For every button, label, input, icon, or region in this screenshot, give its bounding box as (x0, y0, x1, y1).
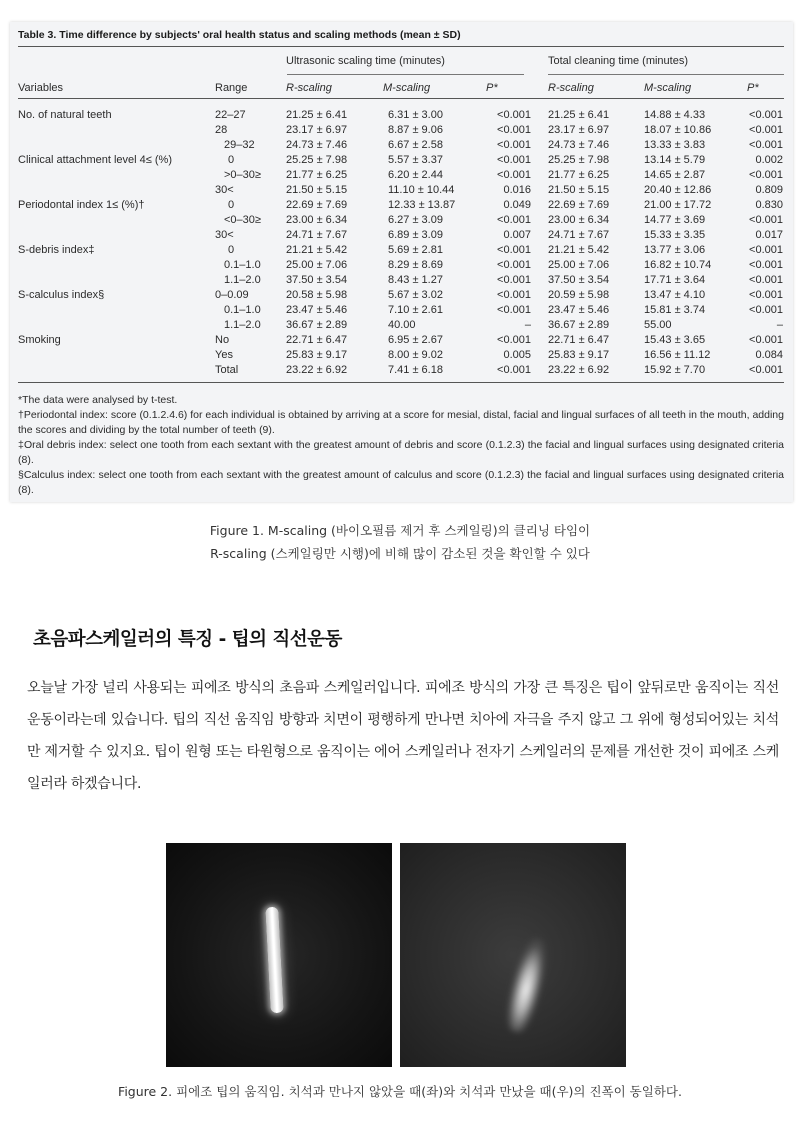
cell-r-scaling: 21.25 ± 6.41 (286, 109, 348, 121)
body-paragraph: 오늘날 가장 널리 사용되는 피에조 방식의 초음파 스케일러입니다. 피에조 방식의 가장 큰 특징은 팁이 앞뒤로만 움직이는 직선운동이라는데 있습니다. 팁의 직선 움직임 방향과 치면이 평행하게 만나면 치아에 자극을 주지 않고 그 위에 형성되어있는 치석만 제거할 수 있지요. 팁이 원형 또는 타원형으로 움직이는 에어 스케일러나 전자기 스케일러의 문제를 개선한 것이 피에조 스케일러라 하겠습니다. (27, 680, 779, 792)
cell-p-total: <0.001 (749, 304, 783, 316)
cell-m-scaling: 6.27 ± 3.09 (388, 214, 443, 226)
cell-m-scaling: 6.89 ± 3.09 (388, 229, 443, 241)
cell-p: <0.001 (497, 304, 531, 316)
cell-r-scaling-total: 37.50 ± 3.54 (548, 274, 610, 286)
footnote: *The data were analysed by t-test. (18, 394, 178, 406)
cell-r-scaling-total: 25.83 ± 9.17 (548, 349, 610, 361)
cell-m-scaling-total: 20.40 ± 12.86 (644, 184, 712, 196)
cell-p: <0.001 (497, 109, 531, 121)
col-header-variables: Variables (18, 82, 64, 94)
cell-p: <0.001 (497, 334, 531, 346)
cell-m-scaling: 7.41 ± 6.18 (388, 364, 443, 376)
cell-r-scaling-total: 21.50 ± 5.15 (548, 184, 610, 196)
col-header-m-scaling-total: M-scaling (644, 82, 692, 94)
cell-r-scaling: 25.83 ± 9.17 (286, 349, 348, 361)
cell-m-scaling: 6.95 ± 2.67 (388, 334, 443, 346)
figure1-caption-line: Figure 1. M-scaling (바이오필름 제거 후 스케일링)의 클리닝 타임이 (209, 523, 591, 538)
cell-m-scaling-total: 17.71 ± 3.64 (644, 274, 706, 286)
cell-range: <0–30≥ (224, 214, 261, 226)
cell-r-scaling-total: 21.25 ± 6.41 (548, 109, 610, 121)
cell-r-scaling: 21.21 ± 5.42 (286, 244, 348, 256)
cell-p-total: 0.017 (755, 229, 783, 241)
cell-m-scaling: 6.20 ± 2.44 (388, 169, 443, 181)
cell-p: <0.001 (497, 139, 531, 151)
table-panel (10, 22, 793, 502)
tip-image-contact (400, 843, 626, 1067)
cell-p: <0.001 (497, 124, 531, 136)
cell-range: 1.1–2.0 (224, 274, 261, 286)
cell-m-scaling: 5.67 ± 3.02 (388, 289, 443, 301)
group-header-total: Total cleaning time (minutes) (548, 55, 689, 67)
footnote: †Periodontal index: score (0.1.2.4.6) for each individual is obtained by arriving at a score for mesial, distal, facial and lingual surfaces of all teeth in the mouth, adding the scores and dividing by the total number of teeth (9). (18, 409, 784, 436)
cell-r-scaling: 37.50 ± 3.54 (286, 274, 348, 286)
cell-m-scaling-total: 15.92 ± 7.70 (644, 364, 706, 376)
cell-m-scaling-total: 15.81 ± 3.74 (644, 304, 706, 316)
cell-variable: S-calculus index§ (18, 289, 105, 301)
cell-variable: Clinical attachment level 4≤ (%) (18, 154, 172, 166)
col-header-r-scaling-total: R-scaling (548, 82, 594, 94)
cell-range: No (215, 334, 230, 346)
cell-p: <0.001 (497, 214, 531, 226)
tip-glow-sharp (265, 907, 284, 1014)
cell-m-scaling-total: 16.82 ± 10.74 (644, 259, 712, 271)
group-header-ultrasonic: Ultrasonic scaling time (minutes) (286, 55, 445, 67)
cell-r-scaling: 21.77 ± 6.25 (286, 169, 348, 181)
cell-r-scaling-total: 21.21 ± 5.42 (548, 244, 610, 256)
cell-p: – (524, 319, 531, 331)
tip-image-free (166, 843, 392, 1067)
cell-p: 0.007 (503, 229, 531, 241)
cell-r-scaling-total: 23.47 ± 5.46 (548, 304, 610, 316)
cell-p: <0.001 (497, 244, 531, 256)
cell-p: <0.001 (497, 169, 531, 181)
table-title: Table 3. Time difference by subjects' oral health status and scaling methods (mean ± SD) (18, 29, 461, 41)
cell-p-total: <0.001 (749, 244, 783, 256)
cell-m-scaling: 6.31 ± 3.00 (388, 109, 443, 121)
col-header-range: Range (215, 82, 248, 94)
cell-p-total: 0.830 (755, 199, 783, 211)
cell-m-scaling-total: 55.00 (644, 319, 672, 331)
cell-p-total: <0.001 (749, 364, 783, 376)
cell-p: 0.049 (503, 199, 531, 211)
footnote: ‡Oral debris index: select one tooth from each sextant with the greatest amount of debris and score (0.1.2.3) the facial and lingual surfaces using designated criteria (8). (18, 439, 784, 466)
cell-m-scaling: 7.10 ± 2.61 (388, 304, 443, 316)
cell-range: 0 (228, 199, 235, 211)
cell-variable: S-debris index‡ (18, 244, 95, 256)
cell-p-total: 0.002 (755, 154, 783, 166)
cell-m-scaling: 8.43 ± 1.27 (388, 274, 443, 286)
cell-m-scaling-total: 14.77 ± 3.69 (644, 214, 706, 226)
cell-m-scaling: 8.00 ± 9.02 (388, 349, 443, 361)
cell-r-scaling: 22.69 ± 7.69 (286, 199, 348, 211)
data-table (10, 22, 793, 402)
cell-r-scaling: 20.58 ± 5.98 (286, 289, 348, 301)
cell-r-scaling-total: 21.77 ± 6.25 (548, 169, 610, 181)
figure2-caption: Figure 2. 피에조 팁의 움직임. 치석과 만나지 않았을 때(좌)와 치석과 만났을 때(우)의 진폭이 동일하다. (118, 1084, 682, 1099)
col-header-p-total: P* (747, 82, 759, 94)
cell-m-scaling: 11.10 ± 10.44 (388, 184, 455, 196)
cell-p-total: <0.001 (749, 109, 783, 121)
cell-m-scaling-total: 14.65 ± 2.87 (644, 169, 706, 181)
cell-m-scaling-total: 18.07 ± 10.86 (644, 124, 712, 136)
figure1-caption (0, 519, 800, 565)
cell-p: 0.016 (503, 184, 531, 196)
cell-range: 0.1–1.0 (224, 259, 261, 271)
cell-p: <0.001 (497, 364, 531, 376)
cell-p: <0.001 (497, 289, 531, 301)
cell-r-scaling: 24.71 ± 7.67 (286, 229, 348, 241)
cell-range: Yes (215, 349, 233, 361)
cell-r-scaling-total: 25.00 ± 7.06 (548, 259, 610, 271)
cell-r-scaling-total: 23.17 ± 6.97 (548, 124, 610, 136)
cell-m-scaling-total: 16.56 ± 11.12 (644, 349, 711, 361)
cell-m-scaling-total: 13.47 ± 4.10 (644, 289, 706, 301)
cell-r-scaling-total: 23.22 ± 6.92 (548, 364, 610, 376)
cell-p-total: <0.001 (749, 139, 783, 151)
section-title: 초음파스케일러의 특징 - 팁의 직선운동 (33, 629, 342, 650)
cell-p: <0.001 (497, 154, 531, 166)
cell-variable: Periodontal index 1≤ (%)† (18, 199, 145, 211)
figure1-caption-line: R-scaling (스케일링만 시행)에 비해 많이 감소된 것을 확인할 수 있다 (210, 546, 590, 561)
cell-variable: No. of natural teeth (18, 109, 112, 121)
cell-r-scaling: 23.17 ± 6.97 (286, 124, 348, 136)
cell-r-scaling-total: 24.71 ± 7.67 (548, 229, 610, 241)
cell-range: 0 (228, 244, 235, 256)
cell-p: <0.001 (497, 274, 531, 286)
tip-glow-blurred (501, 935, 553, 1035)
cell-range: 22–27 (215, 109, 246, 121)
cell-r-scaling-total: 36.67 ± 2.89 (548, 319, 610, 331)
cell-p: <0.001 (497, 259, 531, 271)
cell-r-scaling: 23.00 ± 6.34 (286, 214, 348, 226)
cell-m-scaling: 5.57 ± 3.37 (388, 154, 443, 166)
cell-m-scaling-total: 13.14 ± 5.79 (644, 154, 706, 166)
cell-p-total: <0.001 (749, 214, 783, 226)
cell-r-scaling: 25.00 ± 7.06 (286, 259, 348, 271)
cell-variable: Smoking (18, 334, 61, 346)
cell-m-scaling-total: 13.33 ± 3.83 (644, 139, 706, 151)
cell-p-total: <0.001 (749, 259, 783, 271)
cell-range: 0 (228, 154, 235, 166)
cell-r-scaling-total: 22.69 ± 7.69 (548, 199, 610, 211)
cell-range: 30< (215, 184, 234, 196)
cell-m-scaling: 8.87 ± 9.06 (388, 124, 443, 136)
cell-m-scaling: 6.67 ± 2.58 (388, 139, 443, 151)
cell-r-scaling-total: 22.71 ± 6.47 (548, 334, 610, 346)
cell-r-scaling: 24.73 ± 7.46 (286, 139, 348, 151)
table-footnotes (18, 393, 784, 498)
cell-m-scaling: 40.00 (388, 319, 416, 331)
cell-range: Total (215, 364, 239, 376)
cell-m-scaling: 8.29 ± 8.69 (388, 259, 443, 271)
cell-r-scaling: 23.22 ± 6.92 (286, 364, 348, 376)
cell-range: 30< (215, 229, 234, 241)
footnote: §Calculus index: select one tooth from each sextant with the greatest amount of calculus and score (0.1.2.3) the facial and lingual surfaces using designated criteria (8). (18, 469, 784, 496)
cell-range: 28 (215, 124, 228, 136)
col-header-m-scaling: M-scaling (383, 82, 431, 94)
cell-r-scaling: 22.71 ± 6.47 (286, 334, 348, 346)
cell-range: 1.1–2.0 (224, 319, 261, 331)
cell-p: 0.005 (503, 349, 531, 361)
cell-m-scaling: 5.69 ± 2.81 (388, 244, 443, 256)
cell-m-scaling: 12.33 ± 13.87 (388, 199, 456, 211)
cell-m-scaling-total: 21.00 ± 17.72 (644, 199, 712, 211)
cell-r-scaling: 21.50 ± 5.15 (286, 184, 348, 196)
cell-r-scaling: 23.47 ± 5.46 (286, 304, 348, 316)
cell-p-total: <0.001 (749, 274, 783, 286)
cell-r-scaling-total: 24.73 ± 7.46 (548, 139, 610, 151)
cell-range: 0–0.09 (215, 289, 249, 301)
cell-range: >0–30≥ (224, 169, 261, 181)
cell-m-scaling-total: 13.77 ± 3.06 (644, 244, 706, 256)
cell-m-scaling-total: 14.88 ± 4.33 (644, 109, 706, 121)
cell-r-scaling-total: 25.25 ± 7.98 (548, 154, 610, 166)
cell-p-total: <0.001 (749, 169, 783, 181)
cell-m-scaling-total: 15.33 ± 3.35 (644, 229, 706, 241)
cell-p-total: 0.809 (755, 184, 783, 196)
cell-r-scaling-total: 23.00 ± 6.34 (548, 214, 610, 226)
col-header-p: P* (486, 82, 498, 94)
cell-range: 29–32 (224, 139, 255, 151)
cell-p-total: <0.001 (749, 124, 783, 136)
cell-r-scaling: 25.25 ± 7.98 (286, 154, 348, 166)
col-header-r-scaling: R-scaling (286, 82, 332, 94)
cell-p-total: <0.001 (749, 334, 783, 346)
cell-range: 0.1–1.0 (224, 304, 261, 316)
cell-p-total: – (776, 319, 783, 331)
cell-r-scaling: 36.67 ± 2.89 (286, 319, 348, 331)
cell-r-scaling-total: 20.59 ± 5.98 (548, 289, 610, 301)
cell-p-total: 0.084 (755, 349, 783, 361)
cell-p-total: <0.001 (749, 289, 783, 301)
cell-m-scaling-total: 15.43 ± 3.65 (644, 334, 706, 346)
